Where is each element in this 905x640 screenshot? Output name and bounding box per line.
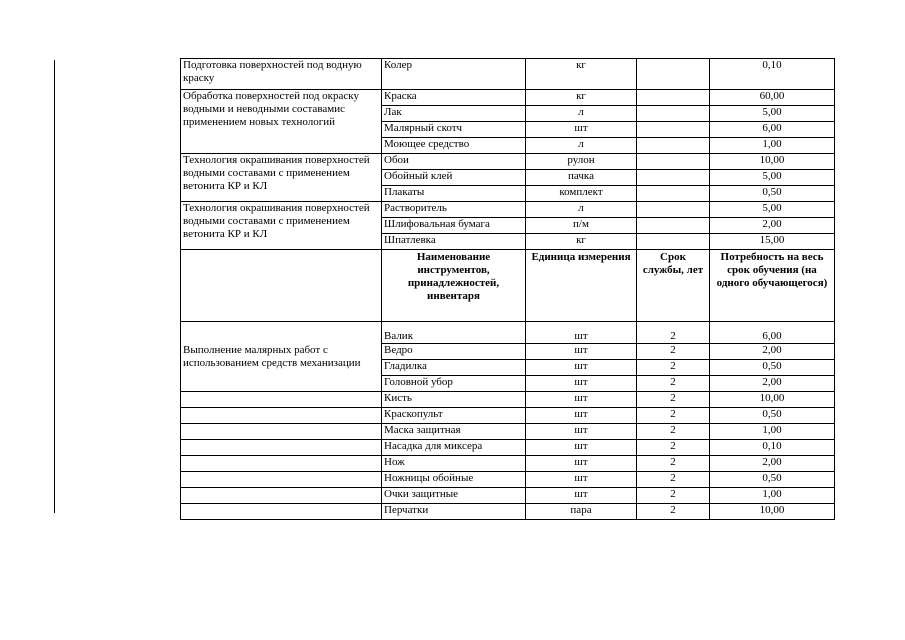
item-unit: шт — [526, 488, 637, 504]
table-row — [181, 322, 835, 344]
item-name: Валик — [382, 322, 526, 344]
item-need: 0,10 — [710, 440, 835, 456]
item-life — [637, 186, 710, 202]
item-name: Ножницы обойные — [382, 472, 526, 488]
item-life: 2 — [637, 376, 710, 392]
item-life — [637, 202, 710, 218]
item-need: 5,00 — [710, 170, 835, 186]
item-life: 2 — [637, 424, 710, 440]
item-need: 10,00 — [710, 154, 835, 170]
item-need: 2,00 — [710, 456, 835, 472]
item-life: 2 — [637, 504, 710, 520]
item-unit: шт — [526, 360, 637, 376]
item-need: 60,00 — [710, 90, 835, 106]
item-name: Обои — [382, 154, 526, 170]
item-unit: шт — [526, 376, 637, 392]
item-need: 2,00 — [710, 218, 835, 234]
empty-cell — [181, 440, 382, 456]
item-name: Шлифовальная бумага — [382, 218, 526, 234]
item-unit: л — [526, 202, 637, 218]
item-life: 2 — [637, 392, 710, 408]
item-life — [637, 138, 710, 154]
item-life: 2 — [637, 440, 710, 456]
header-name: Наименование инструментов, принадлежностей, инвентаря — [382, 250, 526, 322]
group-label: Технология окрашивания поверхностей водными составами с применением ветонита КР и КЛ — [181, 202, 382, 250]
empty-cell — [181, 392, 382, 408]
empty-cell — [181, 424, 382, 440]
item-name: Лак — [382, 106, 526, 122]
item-name: Растворитель — [382, 202, 526, 218]
group-label: Подготовка поверхностей под водную краску — [181, 59, 382, 90]
item-need: 0,50 — [710, 408, 835, 424]
table-row — [181, 456, 835, 472]
item-name: Головной убор — [382, 376, 526, 392]
item-unit: шт — [526, 322, 637, 344]
page-margin-line — [54, 60, 55, 513]
item-life — [637, 59, 710, 90]
item-unit: п/м — [526, 218, 637, 234]
item-need: 0,50 — [710, 472, 835, 488]
item-unit: шт — [526, 472, 637, 488]
item-name: Маска защитная — [382, 424, 526, 440]
item-life: 2 — [637, 322, 710, 344]
item-life: 2 — [637, 488, 710, 504]
item-unit: кг — [526, 59, 637, 90]
item-life: 2 — [637, 360, 710, 376]
table-header-row — [181, 250, 835, 322]
item-unit: л — [526, 106, 637, 122]
item-unit: пара — [526, 504, 637, 520]
item-name: Моющее средство — [382, 138, 526, 154]
item-unit: рулон — [526, 154, 637, 170]
table-row — [181, 472, 835, 488]
item-need: 2,00 — [710, 376, 835, 392]
item-need: 0,10 — [710, 59, 835, 90]
empty-cell — [181, 472, 382, 488]
header-empty-cell — [181, 250, 382, 322]
item-name: Обойный клей — [382, 170, 526, 186]
item-unit: шт — [526, 122, 637, 138]
item-name: Колер — [382, 59, 526, 90]
item-unit: шт — [526, 408, 637, 424]
item-name: Кисть — [382, 392, 526, 408]
item-need: 10,00 — [710, 504, 835, 520]
item-life: 2 — [637, 456, 710, 472]
item-life: 2 — [637, 408, 710, 424]
item-name: Насадка для миксера — [382, 440, 526, 456]
table-row — [181, 424, 835, 440]
item-name: Очки защитные — [382, 488, 526, 504]
empty-cell — [181, 504, 382, 520]
item-need: 10,00 — [710, 392, 835, 408]
item-unit: шт — [526, 440, 637, 456]
item-life — [637, 218, 710, 234]
table-row — [181, 90, 835, 106]
item-life: 2 — [637, 344, 710, 360]
item-unit: пачка — [526, 170, 637, 186]
item-name: Малярный скотч — [382, 122, 526, 138]
header-unit: Единица измерения — [526, 250, 637, 322]
item-unit: шт — [526, 456, 637, 472]
item-life — [637, 122, 710, 138]
item-need: 1,00 — [710, 424, 835, 440]
item-unit: кг — [526, 234, 637, 250]
item-need: 0,50 — [710, 360, 835, 376]
header-need: Потребность на весь срок обучения (на одного обучающегося) — [710, 250, 835, 322]
item-need: 1,00 — [710, 488, 835, 504]
table-row — [181, 154, 835, 170]
item-unit: л — [526, 138, 637, 154]
item-need: 15,00 — [710, 234, 835, 250]
empty-cell — [181, 408, 382, 424]
group-label: Выполнение малярных работ с использованием средств механизации — [181, 322, 382, 392]
item-unit: кг — [526, 90, 637, 106]
group-label: Технология окрашивания поверхностей водными составами с применением ветонита КР и КЛ — [181, 154, 382, 202]
item-name: Ведро — [382, 344, 526, 360]
table-row — [181, 202, 835, 218]
item-life — [637, 106, 710, 122]
item-name: Плакаты — [382, 186, 526, 202]
item-need: 2,00 — [710, 344, 835, 360]
item-life — [637, 170, 710, 186]
item-need: 0,50 — [710, 186, 835, 202]
item-need: 5,00 — [710, 106, 835, 122]
table-row — [181, 504, 835, 520]
item-unit: комплект — [526, 186, 637, 202]
header-life: Срок службы, лет — [637, 250, 710, 322]
empty-cell — [181, 488, 382, 504]
table-row — [181, 488, 835, 504]
item-life — [637, 234, 710, 250]
item-name: Шпатлевка — [382, 234, 526, 250]
item-unit: шт — [526, 344, 637, 360]
equipment-table — [180, 58, 835, 520]
item-name: Перчатки — [382, 504, 526, 520]
item-name: Нож — [382, 456, 526, 472]
item-life — [637, 90, 710, 106]
group-label: Обработка поверхностей под окраску водными и неводными составамис применением новых технологий — [181, 90, 382, 154]
item-name: Краскопульт — [382, 408, 526, 424]
table-row — [181, 392, 835, 408]
table-row — [181, 59, 835, 90]
item-need: 5,00 — [710, 202, 835, 218]
item-name: Гладилка — [382, 360, 526, 376]
table-row — [181, 440, 835, 456]
item-name: Краска — [382, 90, 526, 106]
item-need: 6,00 — [710, 122, 835, 138]
empty-cell — [181, 456, 382, 472]
item-unit: шт — [526, 424, 637, 440]
table-row — [181, 408, 835, 424]
item-unit: шт — [526, 392, 637, 408]
item-life — [637, 154, 710, 170]
item-life: 2 — [637, 472, 710, 488]
item-need: 6,00 — [710, 322, 835, 344]
item-need: 1,00 — [710, 138, 835, 154]
